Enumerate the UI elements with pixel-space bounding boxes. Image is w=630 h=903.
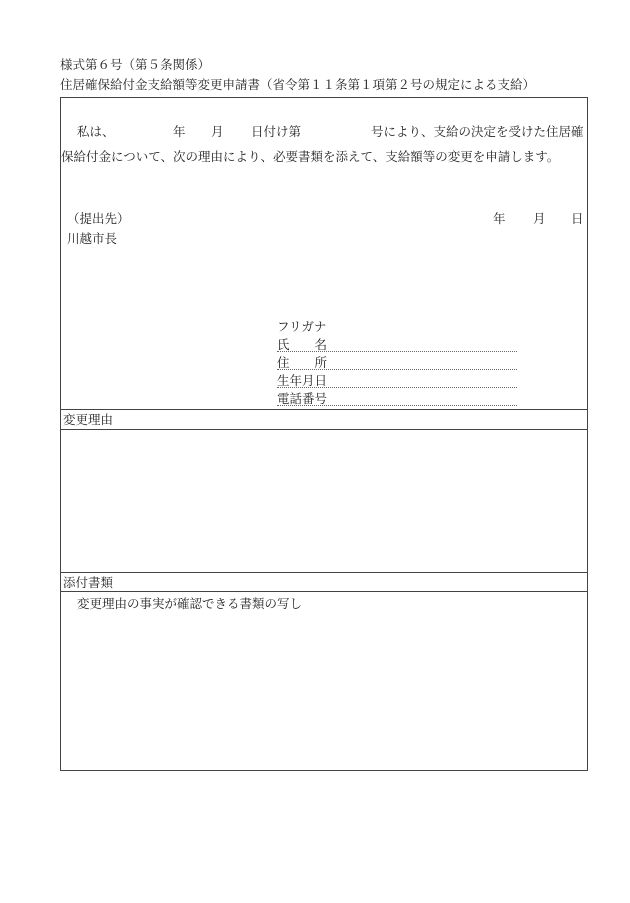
date-month: 月 (533, 211, 546, 226)
applicant-phone: 電話番号 (277, 391, 328, 406)
applicant-furigana: フリガナ (277, 319, 327, 334)
attachments-content: 変更理由の事実が確認できる書類の写し (77, 596, 303, 611)
applicant-birthdate: 生年月日 (277, 373, 328, 388)
name-underline (277, 351, 517, 352)
address-underline (277, 369, 517, 370)
applicant-address: 住 所 (277, 355, 328, 370)
intro-tail: 号により、支給の決定を受けた住居確 (371, 124, 584, 139)
intro-day-no: 日付け第 (251, 124, 302, 139)
phone-underline (277, 405, 517, 406)
date-year: 年 (493, 211, 506, 226)
submit-to-label: （提出先） (67, 211, 130, 226)
birthdate-underline (277, 387, 517, 388)
form-title: 住居確保給付金支給額等変更申請書（省令第１１条第１項第２号の規定による支給） (60, 77, 536, 92)
reason-label: 変更理由 (63, 412, 114, 427)
divider (61, 572, 587, 573)
intro-year: 年 (173, 124, 186, 139)
attachments-label: 添付書類 (63, 575, 114, 590)
divider (61, 409, 587, 410)
submit-to-value: 川越市長 (67, 231, 118, 246)
divider (61, 591, 587, 592)
divider (61, 429, 587, 430)
application-form (60, 97, 588, 771)
applicant-name: 氏 名 (277, 337, 328, 352)
date-day: 日 (571, 211, 584, 226)
intro-month: 月 (211, 124, 224, 139)
intro-watashi: 私は、 (77, 124, 115, 139)
form-number: 様式第６号（第５条関係） (60, 57, 211, 72)
intro-line2: 保給付金について、次の理由により、必要書類を添えて、支給額等の変更を申請します。 (61, 149, 560, 164)
